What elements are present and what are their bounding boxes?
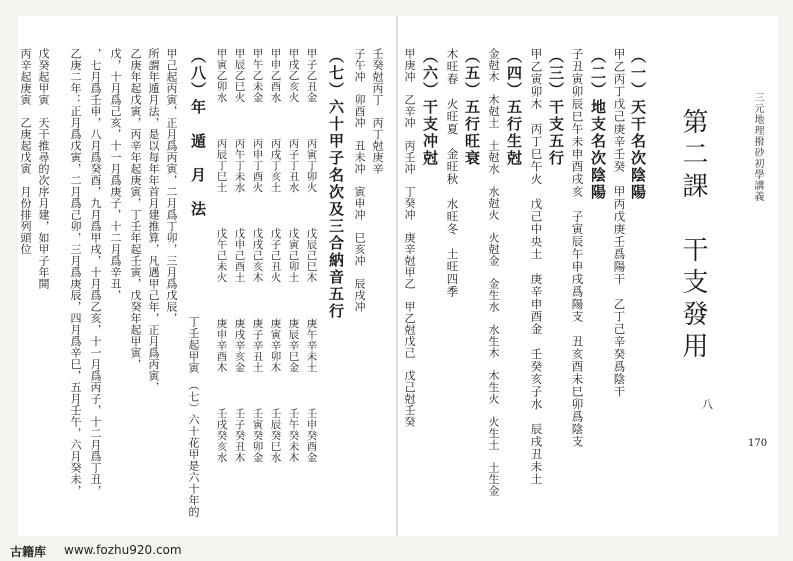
book-spread — [18, 16, 778, 536]
nayin-cell: 壬寅癸卯金 — [251, 408, 264, 463]
nayin-cell: 庚寅辛卯木 — [269, 318, 282, 373]
nayin-cell: 丙申丁酉火 — [251, 138, 264, 193]
nayin-cell: 戊子己丑火 — [269, 228, 282, 283]
nayin-cell: 戊午己未火 — [215, 228, 228, 283]
section-title: （三）干支五行 — [547, 48, 565, 167]
watermark-footer — [0, 540, 793, 561]
text-line: 甲己起丙寅，正月爲丙寅，二月爲丁卯，三月爲戊辰， — [165, 48, 178, 324]
section-title: （二）地支名次陰陽 — [589, 48, 607, 201]
nayin-cell: 庚子辛丑土 — [251, 318, 264, 373]
nayin-cell: 甲辰乙巳火 — [233, 48, 246, 103]
scan-page-number: 170 — [748, 438, 768, 449]
nayin-cell: 甲午乙未金 — [251, 48, 264, 103]
nayin-cell: 庚午辛未土 — [305, 318, 318, 373]
section-line: 子午冲 卯酉冲 丑未冲 寅申冲 巳亥冲 辰戌冲 — [353, 48, 366, 313]
nayin-cell: 丙辰丁巳土 — [215, 138, 228, 193]
section-title: （四）五行生尅 — [505, 48, 523, 167]
text-line: 所謂年遁月法，是以每年年首月建推算，凡遇甲己年，正月爲丙寅， — [147, 48, 160, 393]
nayin-cell: 丙寅丁卯火 — [305, 138, 318, 193]
section-line: 甲乙丙丁戊己庚辛壬癸 甲丙戊庚壬爲陽干 乙丁己辛癸爲陰干 — [612, 48, 627, 398]
nayin-cell: 甲戌乙亥火 — [287, 48, 300, 103]
nayin-cell: 丙午丁未水 — [233, 138, 246, 193]
section-line: 子丑寅卯辰巳午未申酉戌亥 子寅辰午申戌爲陽支 丑亥酉未巳卯爲陰支 — [570, 48, 585, 448]
section-line: 壬癸尅丙丁 丙丁尅庚辛 — [371, 48, 384, 175]
side-note: 丙辛起庚寅 乙庚起戊寅 月份排列頭位 — [19, 48, 32, 255]
nayin-cell: 庚申辛酉木 — [215, 318, 228, 373]
nayin-cell: 甲申乙酉水 — [269, 48, 282, 103]
nayin-cell: 戊辰己巳木 — [305, 228, 318, 283]
section-title: （一）天干名次陰陽 — [629, 48, 647, 201]
page-number: 八 — [702, 398, 713, 411]
section-title: （八）年 遁 月 法 — [189, 48, 207, 218]
nayin-cell: 壬辰癸巳水 — [269, 408, 282, 463]
text-line: 乙庚年起戊寅，丙辛年起庚寅，丁壬年起壬寅，戊癸年起甲寅， — [129, 48, 142, 370]
section-title: （七）六十甲子名次及三合納音五行 — [327, 48, 345, 320]
section-title: （六）干支冲尅 — [421, 48, 439, 167]
side-note: 戊癸起甲寅 天干推尋的次序月建，如甲子年開 — [37, 48, 50, 290]
section-title: （五）五行旺衰 — [463, 48, 481, 167]
site-name: 古籍库 — [10, 545, 47, 559]
text-line: 戊，十月爲己亥，十一月爲庚子，十二月爲辛丑， — [109, 48, 122, 301]
running-header: 三元地理撥砂初學講義 — [752, 92, 763, 202]
nayin-cell: 壬戌癸亥水 — [215, 408, 228, 463]
nayin-cell: 庚辰辛巳金 — [287, 318, 300, 373]
section-line: 金尅木 木尅土 土尅水 水尅火 火尅金 金生水 水生木 木生火 火生土 土生金 — [487, 48, 500, 497]
text-line: ，七月爲壬申，八月爲癸酉，九月爲甲戌，十月爲乙亥，十一月爲丙子，十二月爲丁丑， — [89, 48, 102, 497]
nayin-cell: 丙戌丁亥土 — [269, 138, 282, 193]
nayin-cell: 壬子癸丑木 — [233, 408, 246, 463]
page-gutter — [396, 16, 398, 536]
nayin-cell: 戊申己酉土 — [233, 228, 246, 283]
nayin-cell: 丙子丁丑水 — [287, 138, 300, 193]
section-line: 甲庚冲 乙辛冲 丙壬冲 丁癸冲 庚辛尅甲乙 甲乙尅戊己 戊己尅壬癸 — [403, 48, 416, 428]
nayin-cell: 甲子乙丑金 — [305, 48, 318, 103]
nayin-cell: 壬午癸未木 — [287, 408, 300, 463]
side-note: 丁壬起甲寅 （七）六十花甲是六十年的 — [187, 316, 200, 518]
nayin-cell: 甲寅乙卯水 — [215, 48, 228, 103]
section-line: 甲乙寅卯木 丙丁巳午火 戊己中央土 庚辛申酉金 壬癸亥子水 辰戌丑未土 — [529, 48, 544, 486]
nayin-cell: 庚戌辛亥金 — [233, 318, 246, 373]
nayin-cell: 戊戌己亥木 — [251, 228, 264, 283]
chapter-title: 第二課 干支發用 — [678, 108, 708, 364]
section-line: 木旺春 火旺夏 金旺秋 水旺冬 土旺四季 — [445, 48, 460, 298]
site-url: www.fozhu920.com — [64, 543, 182, 557]
nayin-cell: 壬申癸酉金 — [305, 408, 318, 463]
text-line: 乙庚二年：正月爲戊寅，二月爲己卯，三月爲庚辰，四月爲辛巳，五月壬午，六月癸未， — [69, 48, 82, 497]
nayin-cell: 戊寅己卯土 — [287, 228, 300, 283]
